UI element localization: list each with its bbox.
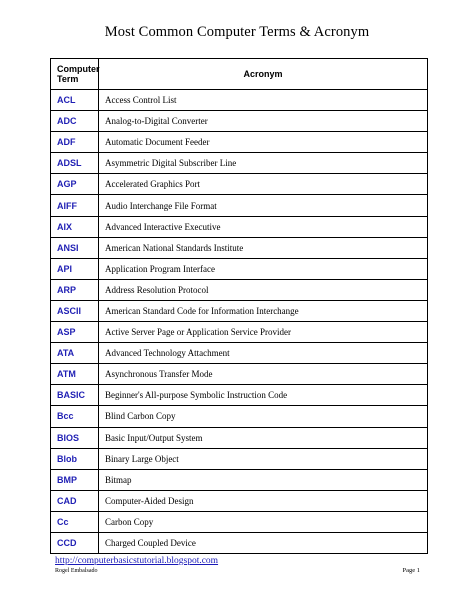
header-computer-term: Computer Term — [51, 59, 99, 90]
table-row — [51, 279, 428, 300]
term-cell: Bcc — [51, 406, 99, 427]
definition-cell: American National Standards Institute — [99, 237, 428, 258]
table-row — [51, 216, 428, 237]
page-number: Page 1 — [402, 567, 420, 574]
terms-table — [50, 58, 428, 554]
definition-cell: Access Control List — [99, 90, 428, 111]
term-cell: ASP — [51, 322, 99, 343]
table-row — [51, 195, 428, 216]
table-row — [51, 132, 428, 153]
definition-cell: Binary Large Object — [99, 448, 428, 469]
footer-url-link[interactable]: http://computerbasicstutorial.blogspot.com — [55, 556, 219, 566]
definition-cell: Bitmap — [99, 469, 428, 490]
definition-cell: Advanced Interactive Executive — [99, 216, 428, 237]
term-cell: API — [51, 258, 99, 279]
definition-cell: Carbon Copy — [99, 511, 428, 532]
definition-cell: American Standard Code for Information Interchange — [99, 300, 428, 321]
term-cell: Blob — [51, 448, 99, 469]
term-cell: ADC — [51, 111, 99, 132]
definition-cell: Automatic Document Feeder — [99, 132, 428, 153]
term-cell: AIX — [51, 216, 99, 237]
definition-cell: Basic Input/Output System — [99, 427, 428, 448]
table-row — [51, 406, 428, 427]
definition-cell: Audio Interchange File Format — [99, 195, 428, 216]
header-acronym: Acronym — [99, 59, 428, 90]
table-body — [51, 90, 428, 554]
table-row — [51, 90, 428, 111]
term-cell: AIFF — [51, 195, 99, 216]
term-cell: ANSI — [51, 237, 99, 258]
term-cell: CAD — [51, 490, 99, 511]
term-cell: BMP — [51, 469, 99, 490]
definition-cell: Asynchronous Transfer Mode — [99, 364, 428, 385]
table-row — [51, 111, 428, 132]
definition-cell: Computer-Aided Design — [99, 490, 428, 511]
term-cell: ATM — [51, 364, 99, 385]
table-row — [51, 322, 428, 343]
term-cell: BIOS — [51, 427, 99, 448]
table-row — [51, 511, 428, 532]
table-header-row — [51, 59, 428, 90]
table-row — [51, 469, 428, 490]
term-cell: ADF — [51, 132, 99, 153]
term-cell: ASCII — [51, 300, 99, 321]
definition-cell: Beginner's All-purpose Symbolic Instruction Code — [99, 385, 428, 406]
definition-cell: Charged Coupled Device — [99, 532, 428, 553]
table-row — [51, 153, 428, 174]
term-cell: CCD — [51, 532, 99, 553]
table-row — [51, 427, 428, 448]
definition-cell: Advanced Technology Attachment — [99, 343, 428, 364]
table-row — [51, 490, 428, 511]
table-row — [51, 532, 428, 553]
table-row — [51, 258, 428, 279]
definition-cell: Accelerated Graphics Port — [99, 174, 428, 195]
definition-cell: Application Program Interface — [99, 258, 428, 279]
term-cell: ATA — [51, 343, 99, 364]
term-cell: ARP — [51, 279, 99, 300]
term-cell: Cc — [51, 511, 99, 532]
table-row — [51, 364, 428, 385]
page-title: Most Common Computer Terms & Acronym — [104, 24, 370, 40]
definition-cell: Address Resolution Protocol — [99, 279, 428, 300]
definition-cell: Blind Carbon Copy — [99, 406, 428, 427]
table-row — [51, 343, 428, 364]
table-row — [51, 300, 428, 321]
term-cell: ADSL — [51, 153, 99, 174]
term-cell: ACL — [51, 90, 99, 111]
table-row — [51, 237, 428, 258]
term-cell: AGP — [51, 174, 99, 195]
definition-cell: Active Server Page or Application Service Provider — [99, 322, 428, 343]
definition-cell: Analog-to-Digital Converter — [99, 111, 428, 132]
table-row — [51, 174, 428, 195]
term-cell: BASIC — [51, 385, 99, 406]
table-row — [51, 385, 428, 406]
table-row — [51, 448, 428, 469]
definition-cell: Asymmetric Digital Subscriber Line — [99, 153, 428, 174]
footer-author: Rogel Embalsado — [55, 568, 98, 574]
